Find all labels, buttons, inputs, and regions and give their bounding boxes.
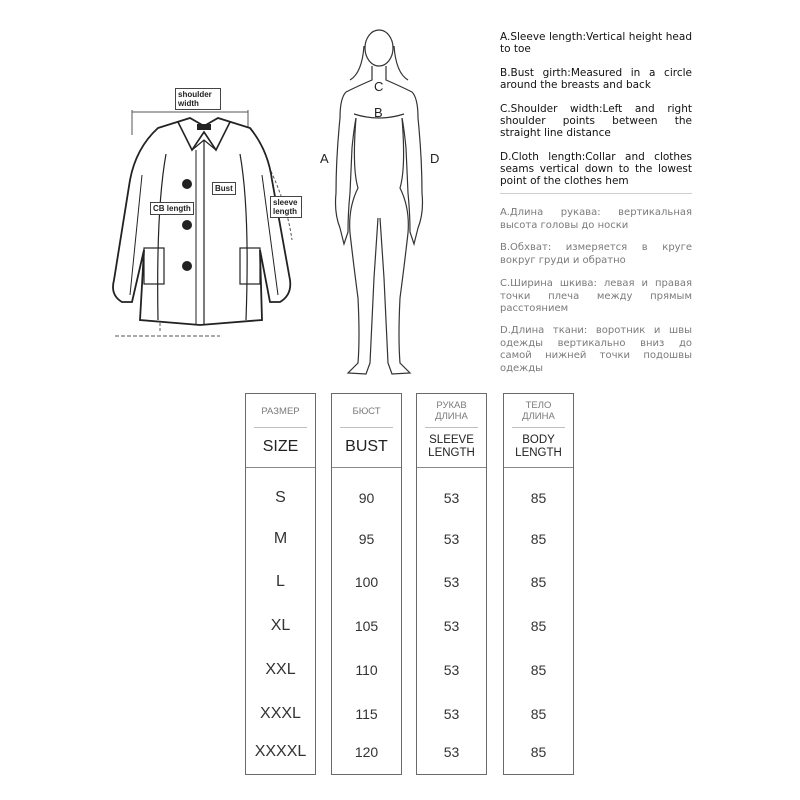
column-header-ru: РУКАВ ДЛИНА [417,394,486,428]
divider [500,193,692,194]
description-cloth-length: D.Cloth length:Collar and clothes seams vertical down to the lowest point of the clothes hem [500,151,692,187]
description-shoulder-width: C.Shoulder width:Left and right shoulder points between the straight line distance [500,103,692,139]
column-size [245,393,316,775]
cb-length-label: CB length [150,202,194,215]
description-ru-bust: B.Обхват: измеряется в круге вокруг груди и обратно [500,242,692,266]
letter-c: C [374,79,384,94]
table-cell: 85 [530,618,547,634]
table-cell: 115 [355,706,378,722]
coat-diagram [100,80,310,345]
column-sleeve-length [416,393,487,775]
bust-label: Bust [212,182,236,195]
table-cell: XXXL [260,705,301,722]
table-cell: 53 [443,490,460,506]
table-cell: 85 [530,744,547,760]
header-rule [332,467,401,468]
table-cell: S [275,489,286,506]
table-cell: XXXXL [254,743,307,760]
table-cell: 53 [443,618,460,634]
column-bust [331,393,402,775]
table-cell: 53 [443,662,460,678]
letter-b: B [374,105,383,120]
table-cell: 53 [443,744,460,760]
column-header-en: SIZE [262,438,299,455]
table-cell: 53 [443,706,460,722]
table-cell: 85 [530,662,547,678]
header-rule [504,467,573,468]
table-cell: 85 [530,490,547,506]
column-header-en: BODY LENGTH [515,434,562,459]
shoulder-width-label: shoulder width [175,88,221,110]
body-figure [318,18,440,383]
column-header-ru: БЮСТ [332,394,401,428]
table-cell: L [276,573,285,590]
column-header-en: BUST [345,438,388,455]
column-header-ru: РАЗМЕР [246,394,315,428]
table-cell: M [273,530,288,547]
letter-a: A [320,151,329,166]
description-ru-cloth-length: D.Длина ткани: воротник и швы одежды вертикально вниз до самой нижней точки подошвы одежды [500,325,692,374]
table-cell: 95 [358,531,375,547]
table-cell: 90 [358,490,375,506]
letter-d: D [430,151,440,166]
description-ru-shoulder-width: C.Ширина шкива: левая и правая точки плеча между прямым расстоянием [500,278,692,314]
body-silhouette [318,18,440,383]
table-cell: 85 [530,574,547,590]
column-header-ru: ТЕЛО ДЛИНА [504,394,573,428]
table-cell: 110 [355,662,378,678]
column-body-length [503,393,574,775]
sleeve-length-label: sleeve length [270,196,302,218]
table-cell: XXL [265,661,296,678]
header-rule [246,467,315,468]
column-header-en: SLEEVE LENGTH [428,434,475,459]
description-ru-sleeve-length: A.Длина рукава: вертикальная высота головы до носки [500,207,692,231]
table-cell: 53 [443,574,460,590]
table-cell: 53 [443,531,460,547]
header-rule [417,467,486,468]
table-cell: 85 [530,706,547,722]
table-cell: 105 [354,618,379,634]
table-cell: XL [270,617,291,634]
table-cell: 85 [530,531,547,547]
table-cell: 100 [354,574,379,590]
description-bust-girth: B.Bust girth:Measured in a circle around the breasts and back [500,67,692,91]
description-sleeve-length: A.Sleeve length:Vertical height head to toe [500,31,692,55]
table-cell: 120 [354,744,379,760]
